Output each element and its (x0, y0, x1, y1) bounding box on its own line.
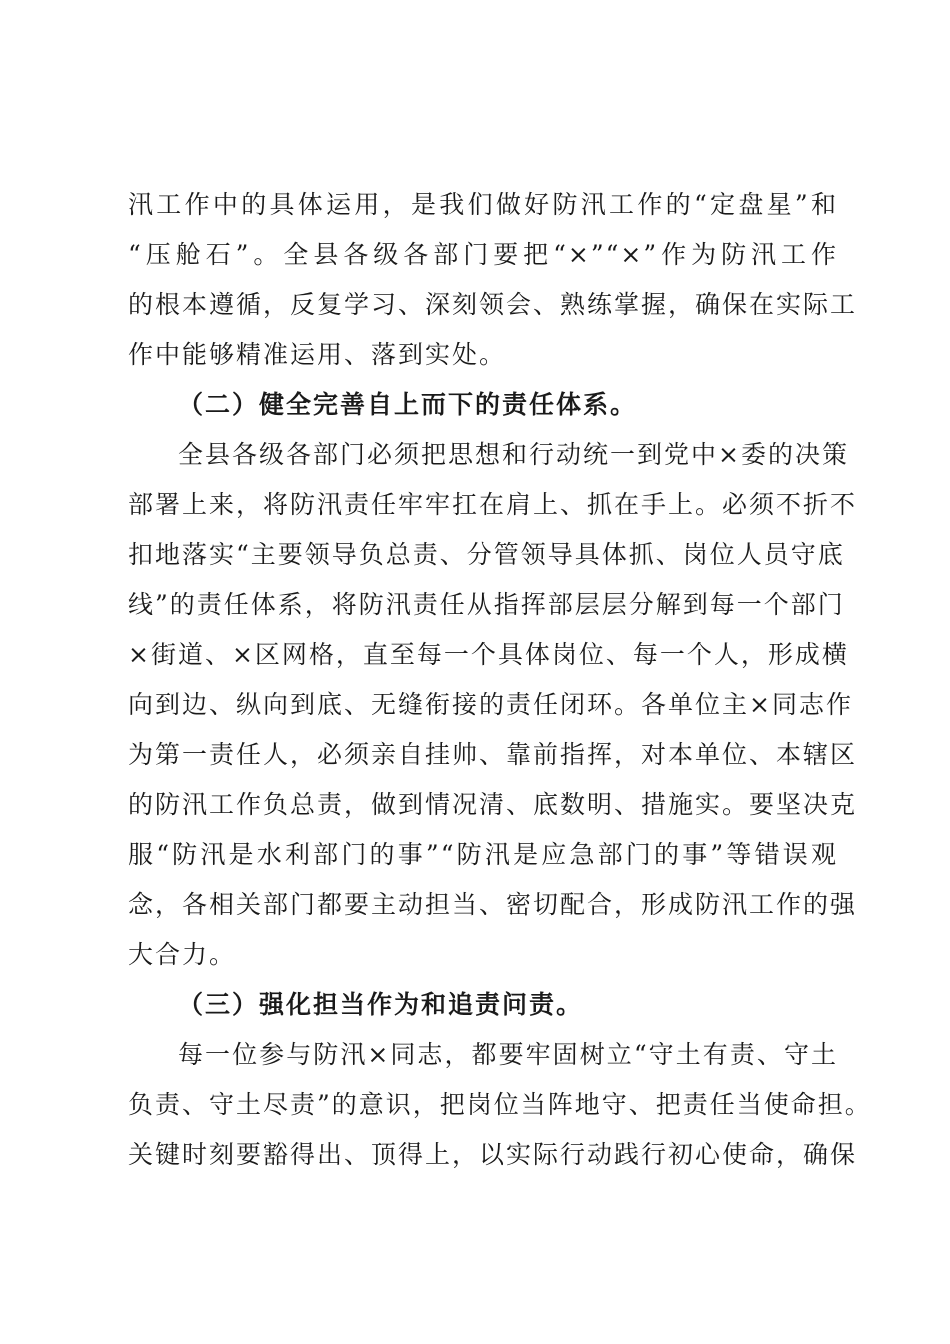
text-line: 汛工作中的具体运用，是我们做好防汛工作的“定盘星”和 (128, 190, 838, 219)
paragraph-3 (128, 1030, 872, 1180)
text-line: 关键时刻要豁得出、顶得上，以实际行动践行初心使命，确保 (128, 1140, 858, 1169)
text-line: ×街道、×区网格，直至每一个具体岗位、每一个人，形成横 (128, 640, 849, 669)
section-heading-2: （二）健全完善自上而下的责任体系。 (178, 390, 638, 419)
text-line: 部署上来，将防汛责任牢牢扛在肩上、抓在手上。必须不折不 (128, 490, 858, 519)
text-line: 负责、守土尽责”的意识，把岗位当阵地守、把责任当使命担。 (128, 1090, 872, 1119)
text-line: 大合力。 (128, 940, 237, 969)
paragraph-1 (128, 180, 858, 380)
paragraph-2 (128, 430, 858, 980)
text-line: 服“防汛是水利部门的事”“防汛是应急部门的事”等错误观 (128, 840, 838, 869)
text-line: “压舱石”。全县各级各部门要把“×”“×”作为防汛工作 (128, 240, 838, 269)
section-heading-3: （三）强化担当作为和追责问责。 (178, 990, 584, 1019)
text-line: 为第一责任人，必须亲自挂帅、靠前指挥，对本单位、本辖区 (128, 740, 858, 769)
text-line: 线”的责任体系，将防汛责任从指挥部层层分解到每一个部门 (128, 590, 845, 619)
text-line: 的根本遵循，反复学习、深刻领会、熟练掌握，确保在实际工 (128, 290, 858, 319)
text-line: 向到边、纵向到底、无缝衔接的责任闭环。各单位主×同志作 (128, 690, 853, 719)
text-line: 每一位参与防汛×同志，都要牢固树立“守土有责、守土 (178, 1040, 838, 1069)
text-line: 扣地落实“主要领导负总责、分管领导具体抓、岗位人员守底 (128, 540, 845, 569)
text-line: 念，各相关部门都要主动担当、密切配合，形成防汛工作的强 (128, 890, 858, 919)
document-body (128, 180, 872, 1180)
text-line: 全县各级各部门必须把思想和行动统一到党中×委的决策 (178, 440, 849, 469)
text-line: 的防汛工作负总责，做到情况清、底数明、措施实。要坚决克 (128, 790, 858, 819)
text-line: 作中能够精准运用、落到实处。 (128, 340, 507, 369)
